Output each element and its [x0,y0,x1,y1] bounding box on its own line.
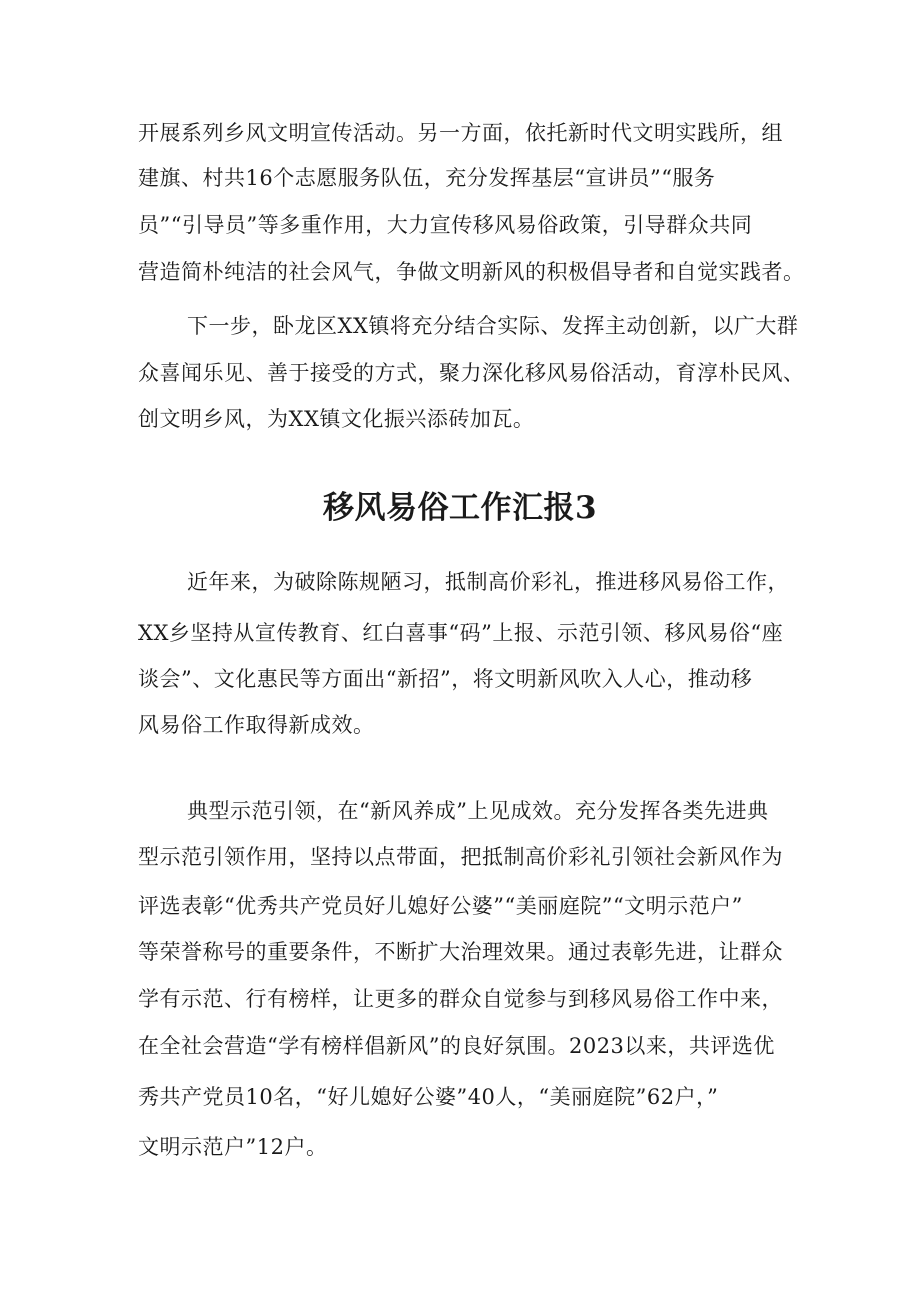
paragraph-line: 近年来，为破除陈规陋习，抵制高价彩礼，推进移风易俗工作， [187,570,789,594]
paragraph-line: 风易俗工作取得新成效。 [138,713,375,737]
paragraph-line: 众喜闻乐见、善于接受的方式，聚力深化移风易俗活动，育淳朴民风、 [138,361,805,385]
section-title: 移风易俗工作汇报3 [322,490,598,526]
paragraph-line: 下一步，卧龙区XX镇将充分结合实际、发挥主动创新，以广大群 [187,314,799,338]
paragraph-line: 创文明乡风，为XX镇文化振兴添砖加瓦。 [138,407,535,431]
paragraph-line: 建旗、村共16个志愿服务队伍，充分发挥基层“宣讲员”“服务 [138,166,716,190]
paragraph-line: 型示范引领作用，坚持以点带面，把抵制高价彩礼引领社会新风作为 [138,845,783,869]
paragraph-line: 谈会”、文化惠民等方面出“新招”，将文明新风吹入人心，推动移 [138,667,753,691]
paragraph-line: 开展系列乡风文明宣传活动。另一方面，依托新时代文明实践所，组 [138,121,783,145]
paragraph-line: 典型示范引领，在“新风养成”上见成效。充分发挥各类先进典 [187,799,769,823]
paragraph-line: 学有示范、行有榜样，让更多的群众自觉参与到移风易俗工作中来， [138,987,783,1011]
paragraph-line: 等荣誉称号的重要条件，不断扩大治理效果。通过表彰先进，让群众 [138,940,783,964]
paragraph-line: 在全社会营造“学有榜样倡新风”的良好氛围。2023以来，共评选优 [138,1034,775,1058]
paragraph-line: 营造简朴纯洁的社会风气，争做文明新风的积极倡导者和自觉实践者。 [138,260,805,284]
paragraph-line: 文明示范户”12户。 [138,1135,328,1159]
paragraph-line: 员”“引导员”等多重作用，大力宣传移风易俗政策，引导群众共同 [138,213,753,237]
paragraph-line: 秀共产党员10名，“好儿媳好公婆”40人，“美丽庭院”62户，” [138,1085,719,1109]
paragraph-line: XX乡坚持从宣传教育、红白喜事“码”上报、示范引领、移风易俗“座 [138,621,784,645]
paragraph-line: 评选表彰“优秀共产党员好儿媳好公婆”“美丽庭院”“文明示范户” [138,894,743,918]
